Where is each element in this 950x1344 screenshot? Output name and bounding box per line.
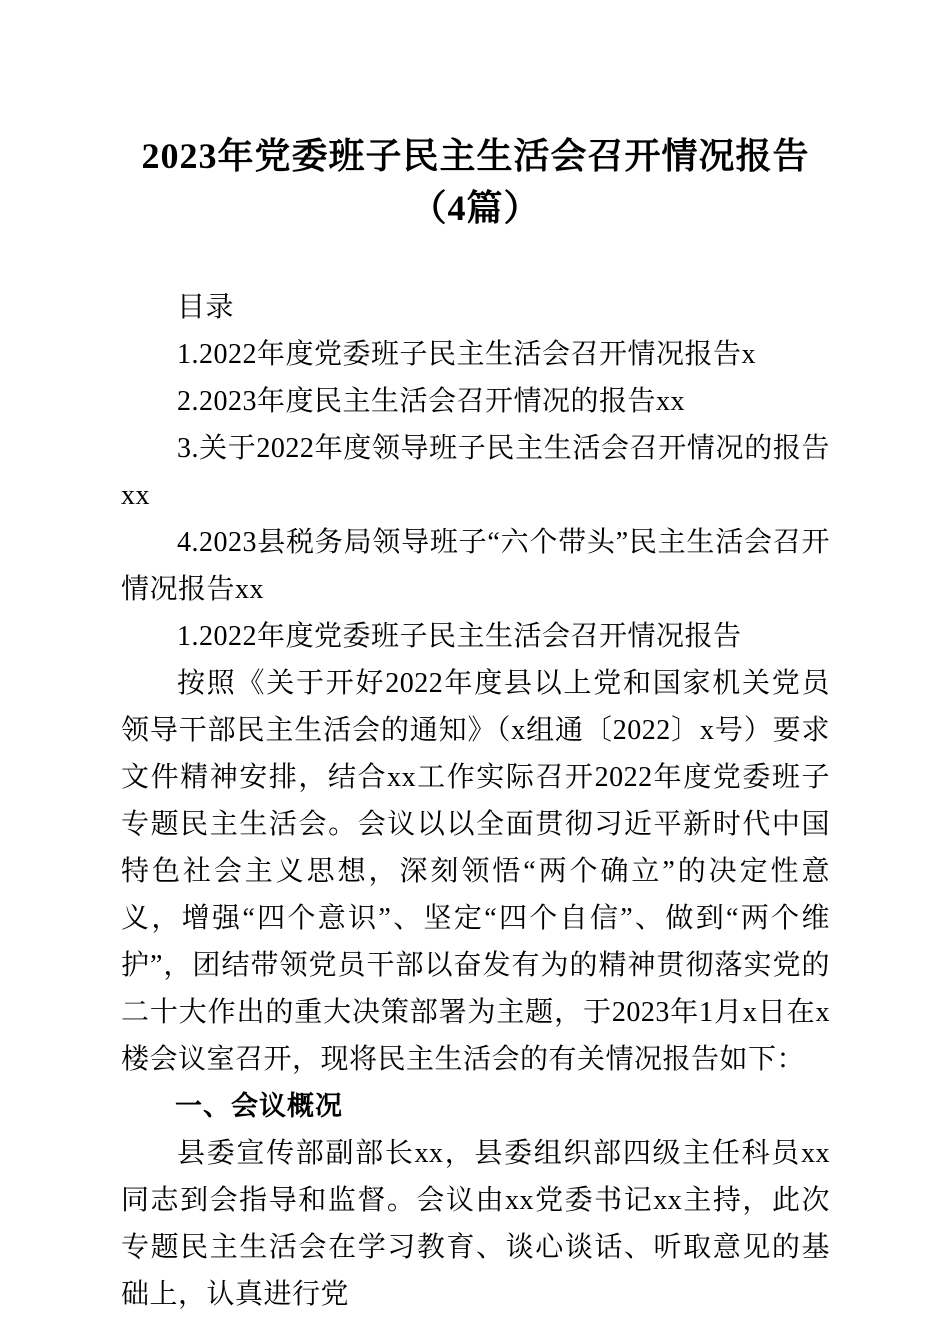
section-1-paragraph: 按照《关于开好2022年度县以上党和国家机关党员领导干部民主生活会的通知》（x组通〔2022〕x号）要求文件精神安排，结合xx工作实际召开2022年度党委班子专题民主生活会。会议以以全面贯彻习近平新时代中国特色社会主义思想，深刻领悟“两个确立”的决定性意义，增强“四个意识”、坚定“四个自信”、做到“两个维护”，团结带领党员干部以奋发有为的精神贯彻落实党的二十大作出的重大决策部署为主题，于2023年1月x日在x楼会议室召开，现将民主生活会的有关情况报告如下： xyxy=(121,668,830,1076)
toc-label: 目录 xyxy=(177,292,235,324)
section-2-paragraph: 县委宣传部副部长xx，县委组织部四级主任科员xx同志到会指导和监督。会议由xx党委书记xx主持，此次专题民主生活会在学习教育、谈心谈话、听取意见的基础上，认真进行党 xyxy=(121,1138,830,1311)
toc-item-1: 1.2022年度党委班子民主生活会召开情况报告x xyxy=(177,339,757,371)
toc-item-3: 3.关于2022年度领导班子民主生活会召开情况的报告xx xyxy=(121,433,830,512)
document-title: 2023年党委班子民主生活会召开情况报告（4篇） xyxy=(141,136,810,229)
section-1-heading: 1.2022年度党委班子民主生活会召开情况报告 xyxy=(177,621,742,653)
toc-item-2: 2.2023年度民主生活会召开情况的报告xx xyxy=(177,386,686,418)
section-2-heading: 一、会议概况 xyxy=(175,1091,343,1122)
toc-item-4: 4.2023县税务局领导班子“六个带头”民主生活会召开情况报告xx xyxy=(121,527,830,606)
